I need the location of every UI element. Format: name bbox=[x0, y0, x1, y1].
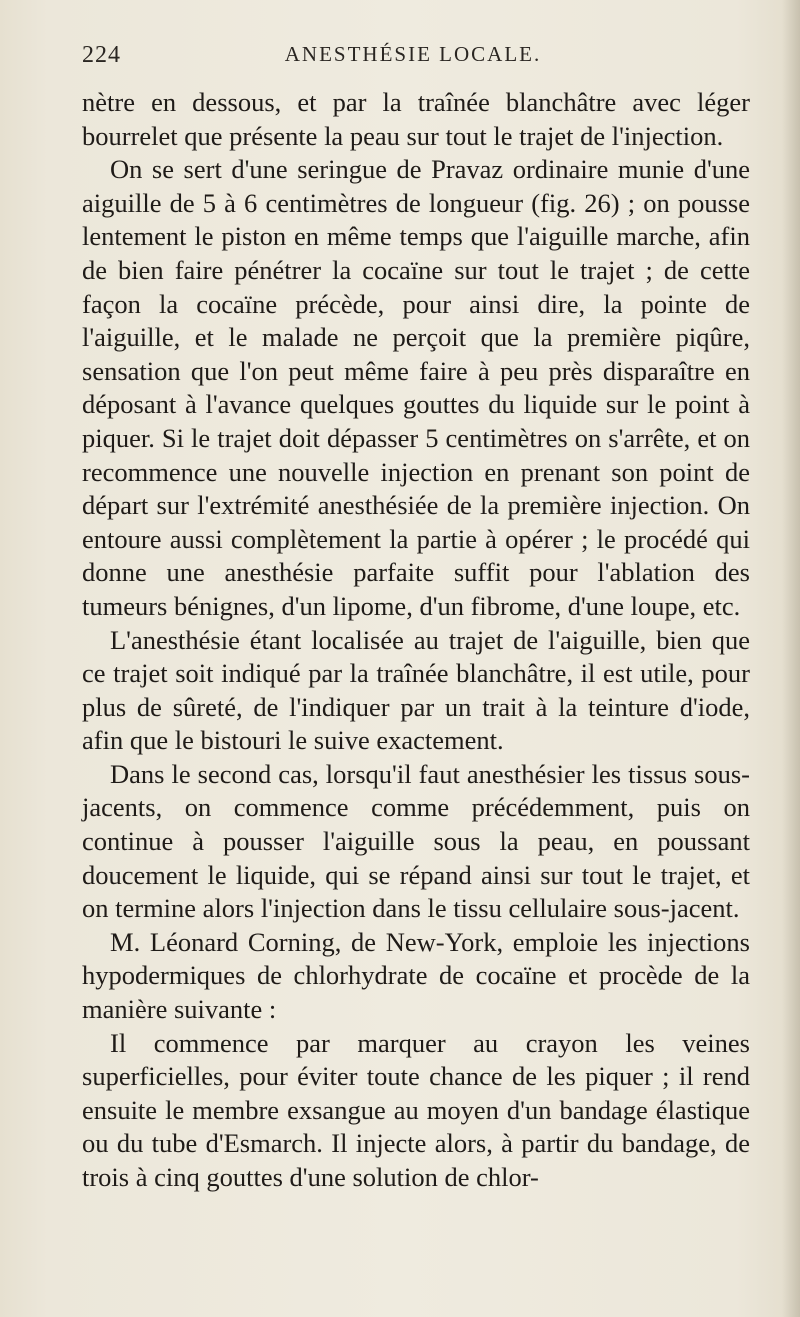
body-text bbox=[82, 86, 750, 1195]
paragraph-leonard-corning: M. Léonard Corning, de New-York, emploie les injections hypodermiques de chlorhydrate de cocaïne et procède de la manière suivante : bbox=[82, 926, 750, 1025]
paragraph-seringue-de-pravaz: On se sert d'une seringue de Pravaz ordinaire munie d'une aiguille de 5 à 6 centimètres de longueur (fig. 26) ; on pousse lentement le piston en même temps que l'aiguille marche, afin de bien faire pénétrer la cocaïne sur tout le trajet ; de cette façon la cocaïne précède, pour ainsi dire, la pointe de l'aiguille, et le malade ne perçoit que la première piqûre, sensation que l'on peut même faire à peu près disparaître en déposant à l'avance quelques gouttes du liquide sur le point à piquer. Si le trajet doit dépasser 5 centimètres on s'arrête, et on recommence une nouvelle injection en prenant son point de départ sur l'extrémité anesthésiée de la première injection. On entoure aussi complètement la partie à opérer ; le procédé qui donne une anesthésie parfaite suffit pour l'ablation des tumeurs bénignes, d'un lipome, d'un fibrome, d'une loupe, etc. bbox=[82, 154, 750, 621]
running-title: ANESTHÉSIE LOCALE. bbox=[284, 42, 542, 66]
page-number: 224 bbox=[82, 42, 121, 68]
paragraph-second-cas: Dans le second cas, lorsqu'il faut anesthésier les tissus sous-jacents, on commence comme précédemment, puis on continue à pousser l'aiguille sous la peau, en poussant doucement le liquide, qui se répand ainsi sur tout le trajet, et on termine alors l'injection dans le tissu cellulaire sous-jacent. bbox=[82, 758, 750, 924]
page-edge-shadow bbox=[782, 0, 800, 1317]
paragraph-anesthesie-localisee: L'anesthésie étant localisée au trajet de l'aiguille, bien que ce trajet soit indiqué par la traînée blanchâtre, il est utile, pour plus de sûreté, de l'indiquer par un trait à la teinture d'iode, afin que le bistouri le suive exactement. bbox=[82, 624, 750, 756]
paragraph-procedure: Il commence par marquer au crayon les veines superficielles, pour éviter toute chance de les piquer ; il rend ensuite le membre exsangue au moyen d'un bandage élastique ou du tube d'Esmarch. Il injecte alors, à partir du bandage, de trois à cinq gouttes d'une solution de chlor- bbox=[82, 1027, 750, 1192]
page-header bbox=[82, 42, 744, 72]
paragraph-continuation: nètre en dessous, et par la traînée blanchâtre avec léger bourrelet que présente la peau sur tout le trajet de l'injection. bbox=[82, 87, 750, 151]
